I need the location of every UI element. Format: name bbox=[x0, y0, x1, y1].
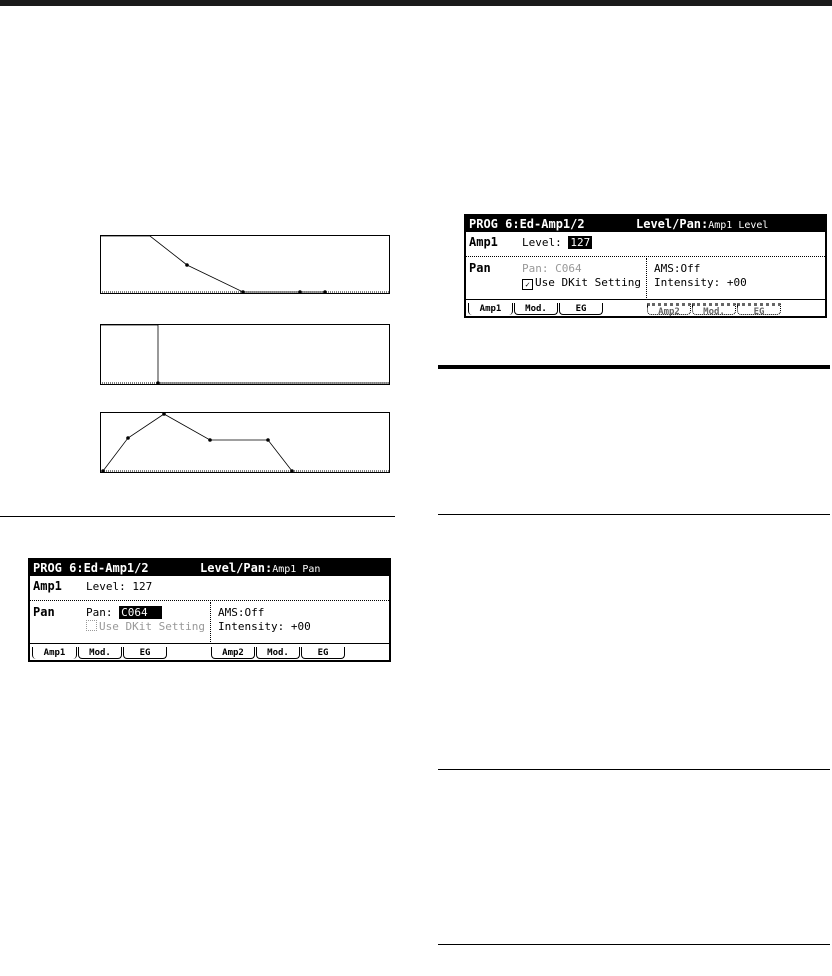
amp-label: Amp1 bbox=[469, 235, 498, 249]
amp-label: Amp1 bbox=[33, 579, 62, 593]
lcd-screen-amp1-level bbox=[464, 214, 827, 318]
ams-field[interactable]: AMS:Off bbox=[654, 262, 701, 275]
tab-amp2-eg[interactable]: EG bbox=[737, 303, 781, 315]
amp-level-row bbox=[466, 232, 825, 257]
level-value[interactable]: 127 bbox=[132, 580, 153, 593]
envelope-graph-decay bbox=[100, 235, 390, 295]
tab-amp1-mod[interactable]: Mod. bbox=[78, 647, 122, 659]
left-section-divider bbox=[0, 516, 395, 517]
level-label: Level: bbox=[86, 580, 126, 593]
header-title: PROG 6:Ed-Amp1/2 bbox=[469, 217, 585, 231]
tab-amp2-eg[interactable]: EG bbox=[301, 647, 345, 659]
envelope-graph-adsr bbox=[100, 412, 390, 474]
header-param: Level/Pan: bbox=[200, 561, 273, 575]
header-sub: Amp1 Pan bbox=[272, 564, 321, 575]
pan-field-label: Pan: bbox=[86, 606, 113, 619]
tab-amp1-eg[interactable]: EG bbox=[123, 647, 167, 659]
level-value[interactable]: 127 bbox=[570, 236, 591, 249]
tab-amp2[interactable]: Amp2 bbox=[647, 303, 691, 315]
tab-amp1[interactable]: Amp1 bbox=[32, 647, 77, 659]
lcd-header bbox=[30, 560, 389, 576]
checkbox-icon bbox=[86, 620, 97, 631]
column-divider bbox=[646, 258, 647, 300]
header-title: PROG 6:Ed-Amp1/2 bbox=[33, 561, 149, 575]
use-dkit-checkbox[interactable] bbox=[86, 620, 205, 633]
pan-field-label: Pan: bbox=[522, 262, 549, 275]
column-divider bbox=[210, 602, 211, 644]
envelope-graph-gate bbox=[100, 324, 390, 386]
tab-amp1-mod[interactable]: Mod. bbox=[514, 303, 558, 315]
header-param: Level/Pan: bbox=[636, 217, 709, 231]
right-section-divider-3 bbox=[438, 944, 830, 945]
page-top-rule bbox=[0, 0, 832, 6]
tab-bar bbox=[30, 643, 389, 660]
level-label: Level: bbox=[522, 236, 562, 249]
checkmark-icon: ✓ bbox=[522, 279, 533, 290]
amp-level-row bbox=[30, 576, 389, 601]
right-section-divider-2 bbox=[438, 769, 830, 770]
pan-section-label: Pan bbox=[469, 261, 491, 275]
ams-field[interactable]: AMS:Off bbox=[218, 606, 265, 619]
header-sub: Amp1 Level bbox=[708, 220, 769, 231]
tab-bar bbox=[466, 299, 825, 316]
pan-value[interactable]: C064 bbox=[119, 606, 162, 619]
intensity-field[interactable]: Intensity: +00 bbox=[654, 276, 747, 289]
pan-value[interactable]: C064 bbox=[555, 262, 582, 275]
tab-amp1-eg[interactable]: EG bbox=[559, 303, 603, 315]
tab-amp2[interactable]: Amp2 bbox=[211, 647, 255, 659]
tab-amp1[interactable]: Amp1 bbox=[468, 303, 513, 315]
dkit-label: Use DKit Setting bbox=[535, 276, 641, 289]
right-section-divider-1 bbox=[438, 514, 830, 515]
use-dkit-checkbox[interactable] bbox=[522, 276, 641, 290]
right-section-heading-rule bbox=[438, 365, 830, 369]
dkit-label: Use DKit Setting bbox=[99, 620, 205, 633]
tab-amp2-mod[interactable]: Mod. bbox=[256, 647, 300, 659]
pan-section-label: Pan bbox=[33, 605, 55, 619]
lcd-screen-amp1-pan bbox=[28, 558, 391, 662]
tab-amp2-mod[interactable]: Mod. bbox=[692, 303, 736, 315]
intensity-field[interactable]: Intensity: +00 bbox=[218, 620, 311, 633]
lcd-header bbox=[466, 216, 825, 232]
